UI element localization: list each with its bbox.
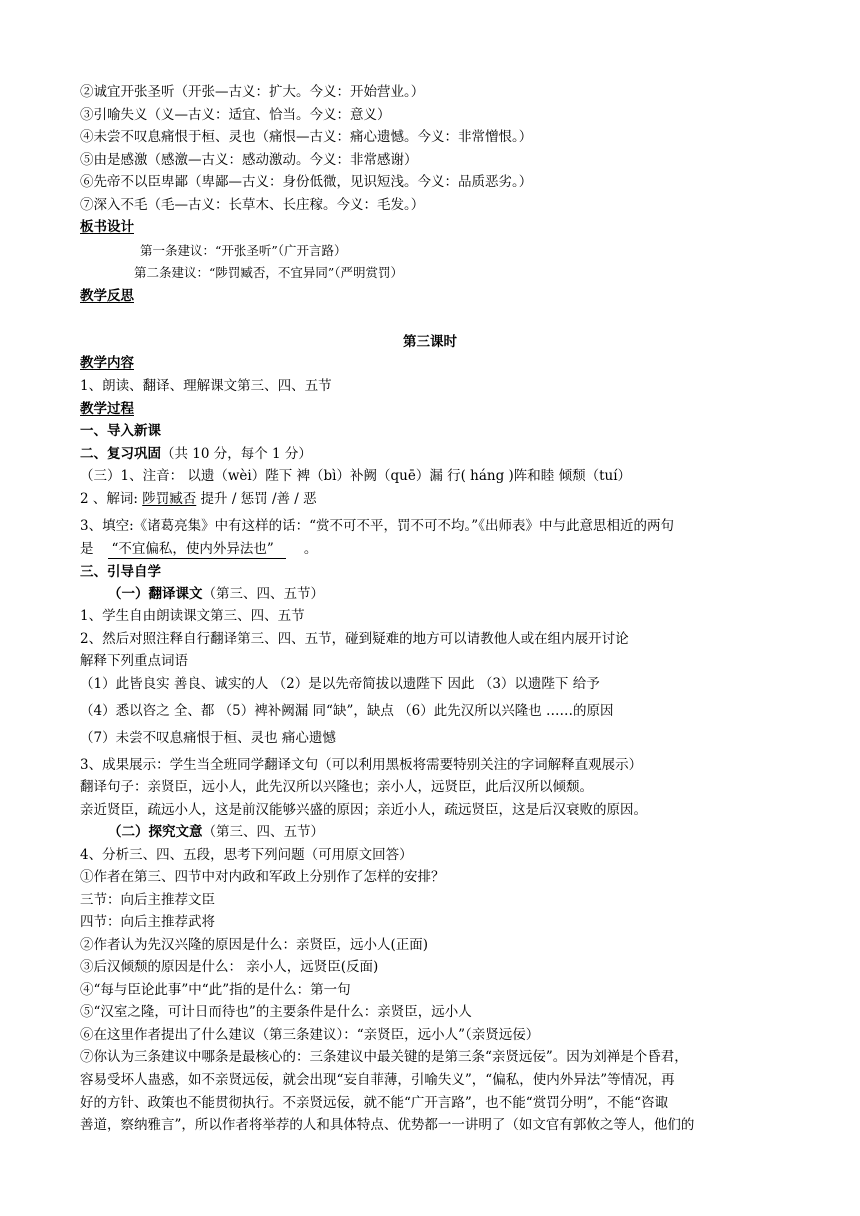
text-line: 3、填空:《诸葛亮集》中有这样的话：“赏不可不平，罚不可不均。”《出师表》中与此意思相近的两句 — [80, 518, 674, 534]
fill-blank-answer: “不宜偏私，使内外异法也” — [108, 540, 286, 559]
step-heading-note: （共 10 分，每个 1 分） — [161, 446, 312, 462]
text-line: ⑦深入不毛（毛—古义：长草木、长庄稼。今义：毛发。） — [80, 197, 425, 213]
sub-heading-explore — [108, 823, 324, 841]
sub-heading-label: （二）探究文意 — [108, 824, 203, 840]
board-line-1: 第一条建议：“开张圣听”（广开言路） — [140, 243, 347, 258]
vocab-label: 2 、解词: — [80, 491, 143, 507]
section-heading-process: 教学过程 — [80, 401, 134, 417]
word-item-row: （4）悉以咨之 全、都 （5）裨补阙漏 同“缺”，缺点 （6）此先汉所以兴隆也 ……的原因 — [80, 703, 614, 719]
text-line: （三）1、注音： 以遗（wèi）陛下 裨（bì）补阙（quē）漏 行( háng )阵和睦 倾颓（tuí） — [80, 468, 632, 484]
fill-blank-prefix: 是 — [80, 541, 94, 557]
vocab-meaning: 提升 / 惩罚 /善 / 恶 — [196, 491, 317, 507]
fill-blank-suffix: 。 — [303, 541, 318, 557]
text-line: 1、学生自由朗读课文第三、四、五节 — [80, 608, 305, 624]
question-line: ⑦你认为三条建议中哪条是最核心的：三条建议中最关键的是第三条“亲贤远佞”。因为刘禅是个昏君， — [80, 1049, 688, 1065]
text-line: ⑥先帝不以臣卑鄙（卑鄙—古义：身份低微，见识短浅。今义：品质恶劣。） — [80, 174, 533, 190]
text-line: 翻译句子：亲贤臣，远小人，此先汉所以兴隆也；亲小人，远贤臣，此后汉所以倾颓。 — [80, 779, 593, 795]
text-line: ⑤由是感激（感激—古义：感动激动。今义：非常感谢） — [80, 152, 418, 168]
section-heading-board-design: 板书设计 — [80, 219, 134, 235]
step-heading-label: 二、复习巩固 — [80, 446, 161, 462]
question-line: ⑤“汉室之隆，可计日而待也”的主要条件是什么：亲贤臣，远小人 — [80, 1004, 472, 1020]
vocab-term: 陟罚臧否 — [142, 491, 197, 507]
text-line: ②诚宜开张圣听（开张—古义：扩大。今义：开始营业。） — [80, 84, 425, 100]
text-line: 4、分析三、四、五段，思考下列问题（可用原文回答） — [80, 847, 413, 863]
sub-heading-label: （一）翻译课文 — [108, 586, 203, 602]
question-line: ⑥在这里作者提出了什么建议（第三条建议）：“亲贤臣，远小人”（亲贤远佞） — [80, 1027, 540, 1043]
sub-heading-translate — [108, 585, 324, 603]
text-line: 四节：向后主推荐武将 — [80, 914, 215, 930]
question-line: ③后汉倾颓的原因是什么： 亲小人，远贤臣(反面) — [80, 959, 379, 975]
fill-blank-line — [80, 540, 317, 559]
text-line: 3、成果展示：学生当全班同学翻译文句（可以利用黑板将需要特别关注的字词解释直观展示） — [80, 757, 643, 773]
text-line: ④未尝不叹息痛恨于桓、灵也（痛恨—古义：痛心遗憾。今义：非常憎恨。） — [80, 129, 533, 145]
question-line: ①作者在第三、四节中对内政和军政上分别作了怎样的安排？ — [80, 869, 445, 885]
text-line: 亲近贤臣，疏远小人，这是前汉能够兴盛的原因；亲近小人，疏远贤臣，这是后汉衰败的原因。 — [80, 802, 647, 818]
lesson-title: 第三课时 — [403, 334, 457, 350]
vocab-line — [80, 490, 317, 508]
section-heading-reflection: 教学反思 — [80, 288, 134, 304]
text-line: 好的方针、政策也不能贯彻执行。不亲贤远佞，就不能“广开言路”，也不能“赏罚分明”，不能“咨诹 — [80, 1095, 669, 1111]
question-line: ④“每与臣论此事”中“此”指的是什么：第一句 — [80, 982, 351, 998]
text-line: 解释下列重点词语 — [80, 653, 188, 669]
section-heading-content: 教学内容 — [80, 355, 134, 371]
word-item-row: （1）此皆良实 善良、诚实的人 （2）是以先帝简拔以遗陛下 因此 （3）以遗陛下 给予 — [80, 676, 600, 692]
question-line: ②作者认为先汉兴隆的原因是什么：亲贤臣，远小人(正面) — [80, 937, 429, 953]
text-line: ③引喻失义（义—古义：适宜、恰当。今义：意义） — [80, 107, 391, 123]
text-line: 善道，察纳雅言”，所以作者将举荐的人和具体特点、优势都一一讲明了（如文官有郭攸之等人，他们的 — [80, 1117, 695, 1133]
text-line: 三节：向后主推荐文臣 — [80, 892, 215, 908]
word-item-row: （7）未尝不叹息痛恨于桓、灵也 痛心遗憾 — [80, 730, 336, 746]
step-heading-review — [80, 445, 312, 463]
step-heading: 一、导入新课 — [80, 423, 161, 439]
text-line: 1、朗读、翻译、理解课文第三、四、五节 — [80, 378, 332, 394]
board-line-2: 第二条建议：“陟罚臧否，不宜异同”（严明赏罚） — [134, 265, 404, 280]
sub-heading-note: （第三、四、五节） — [202, 824, 324, 840]
sub-heading-note: （第三、四、五节） — [202, 586, 324, 602]
text-line: 容易受坏人蛊惑，如不亲贤远佞，就会出现“妄自菲薄，引喻失义”，“偏私，使内外异法”等情况，再 — [80, 1072, 675, 1088]
text-line: 2、然后对照注释自行翻译第三、四、五节，碰到疑难的地方可以请教他人或在组内展开讨论 — [80, 631, 629, 647]
step-heading: 三、引导自学 — [80, 564, 161, 580]
